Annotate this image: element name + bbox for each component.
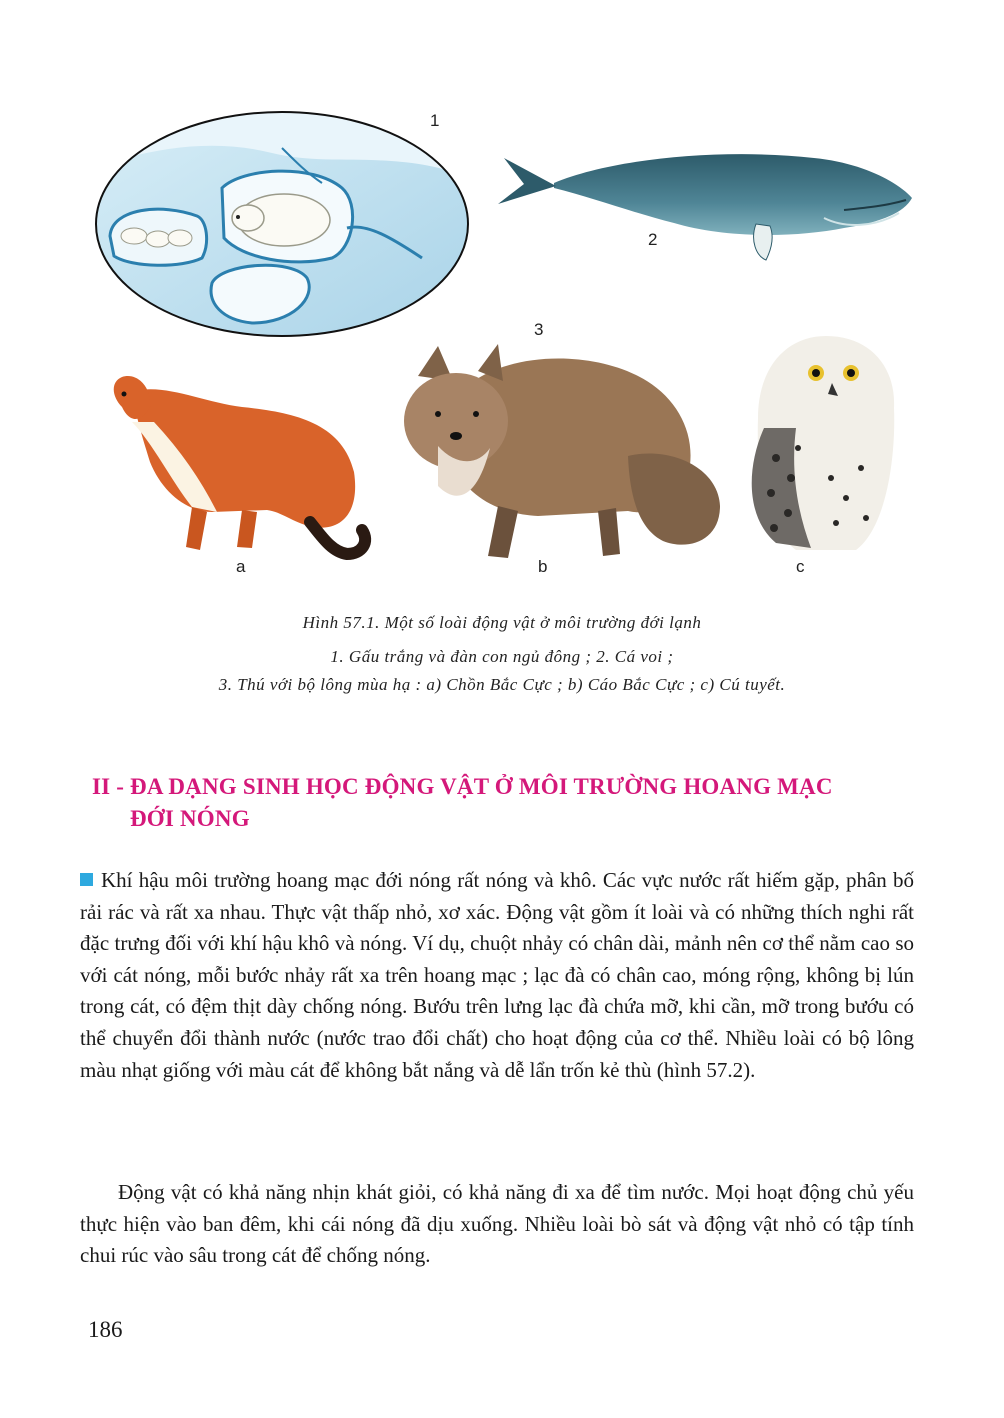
bullet-square-icon xyxy=(80,873,93,886)
page-number: 186 xyxy=(88,1317,123,1342)
arctic-fox-illustration xyxy=(398,336,728,564)
figure-label-a: a xyxy=(236,557,246,576)
section-heading-line-1: II - ĐA DẠNG SINH HỌC ĐỘNG VẬT Ở MÔI TRƯỜNG HOANG MẠC xyxy=(92,774,833,799)
arctic-stoat-illustration xyxy=(92,362,382,562)
figure-label-1: 1 xyxy=(430,111,440,130)
paragraph-2 xyxy=(80,1177,914,1272)
section-heading xyxy=(92,774,833,832)
figure-caption-line-1: Hình 57.1. Một số loài động vật ở môi trường đới lạnh xyxy=(302,613,702,632)
snowy-owl-illustration xyxy=(736,328,916,556)
figure-caption-line-2: 1. Gấu trắng và đàn con ngủ đông ; 2. Cá voi ; xyxy=(330,647,674,666)
polar-bear-den-illustration xyxy=(92,108,472,340)
section-heading-line-2: ĐỚI NÓNG xyxy=(130,806,250,831)
figure-label-2: 2 xyxy=(648,230,658,249)
figure-caption-line-3: 3. Thú với bộ lông mùa hạ : a) Chồn Bắc Cực ; b) Cáo Bắc Cực ; c) Cú tuyết. xyxy=(218,675,786,694)
paragraph-1-text: Khí hậu môi trường hoang mạc đới nóng rất nóng và khô. Các vực nước rất hiếm gặp, phân bố rải rác và rất xa nhau. Thực vật thấp nhỏ, xơ xác. Động vật gồm ít loài và có những thích nghi rất đặc trưng đối với khí hậu khô và nóng. Ví dụ, chuột nhảy có chân dài, mảnh nên cơ thể nằm cao so với cát nóng, mỗi bước nhảy rất xa trên hoang mạc ; lạc đà có chân cao, móng rộng, không bị lún trong cát, có đệm thịt dày chống nóng. Bướu trên lưng lạc đà chứa mỡ, khi cần, mỡ trong bướu có thể chuyển đổi thành nước (nước trao đổi chất) cho hoạt động của cơ thể. Nhiều loài có bộ lông màu nhạt giống với màu cát để không bắt nắng và dễ lẩn trốn kẻ thù (hình 57.2). xyxy=(80,868,914,1082)
whale-illustration xyxy=(494,128,918,264)
figure-label-c: c xyxy=(796,557,805,576)
figure-label-b: b xyxy=(538,557,548,576)
paragraph-1 xyxy=(80,865,914,1086)
figure-label-3: 3 xyxy=(534,320,544,339)
paragraph-2-text: Động vật có khả năng nhịn khát giỏi, có khả năng đi xa để tìm nước. Mọi hoạt động chủ yếu thực hiện vào ban đêm, khi cái nóng đã dịu xuống. Nhiều loài bò sát và động vật nhỏ có tập tính chui rúc vào sâu trong cát để chống nóng. xyxy=(80,1180,914,1268)
